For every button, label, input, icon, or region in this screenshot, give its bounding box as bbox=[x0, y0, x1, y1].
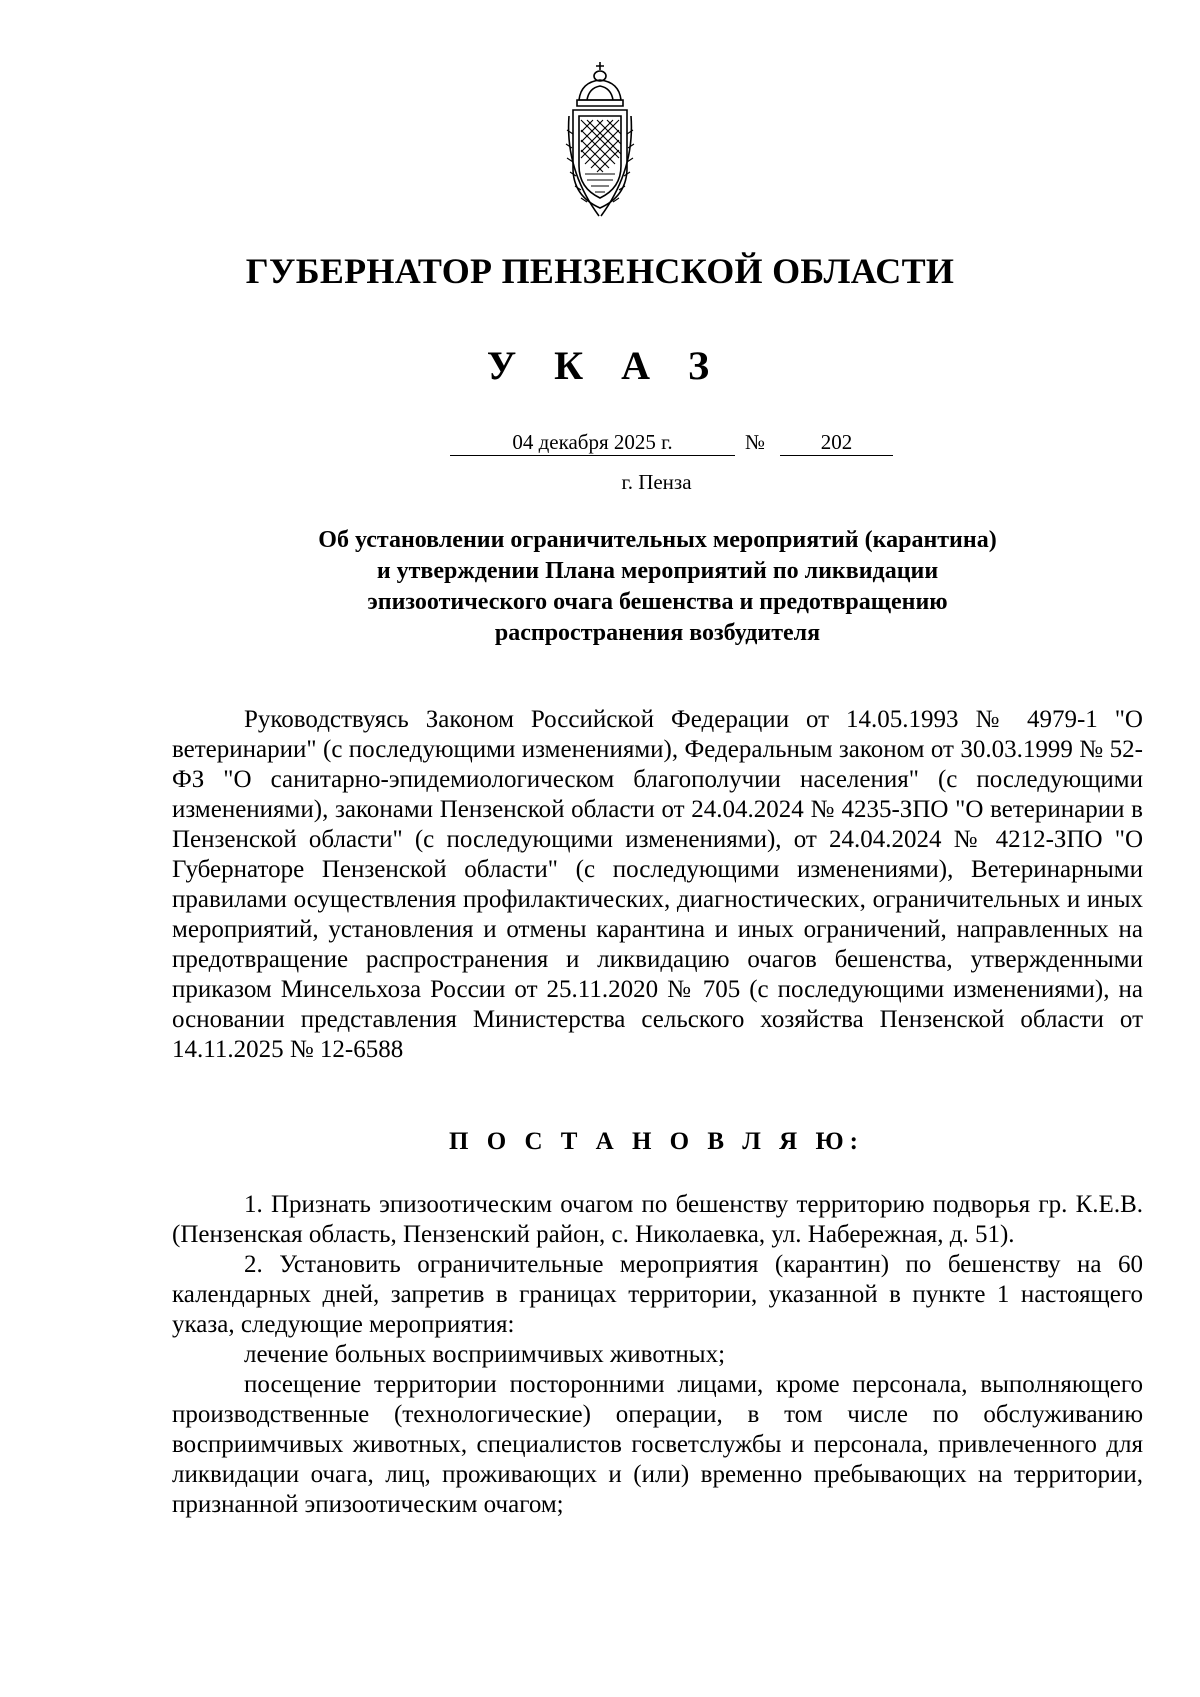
document-number: 202 bbox=[780, 430, 893, 456]
resolve-heading: П О С Т А Н О В Л Я Ю: bbox=[449, 1128, 864, 1155]
decree-item: 1. Признать эпизоотическим очагом по бешенству территорию подворья гр. К.Е.В. (Пензенская область, Пензенский район, с. Николаевка, ул. Набережная, д. 51). bbox=[172, 1191, 1143, 1248]
document-city: г. Пенза bbox=[621, 470, 692, 494]
decree-item: 2. Установить ограничительные мероприятия (карантин) по бешенству на 60 календарных дней, запретив в границах территории, указанной в пункте 1 настоящего указа, следующие мероприятия: bbox=[172, 1251, 1143, 1338]
document-date: 04 декабря 2025 г. bbox=[450, 430, 735, 456]
decree-item: лечение больных восприимчивых животных; bbox=[244, 1341, 726, 1368]
subject-line: Об установлении ограничительных мероприятий (карантина) bbox=[318, 527, 997, 553]
decree-items bbox=[172, 1190, 1143, 1520]
decree-item: посещение территории посторонними лицами, кроме персонала, выполняющего производственные (технологические) операции, в том числе по обслуживанию восприимчивых животных, специалистов госветслужбы и персонала, привлеченного для ликвидации очага, лиц, проживающих и (или) временно пребывающих на территории, признанной эпизоотическим очагом; bbox=[172, 1371, 1143, 1518]
number-label: № bbox=[745, 430, 766, 454]
subject-line: распространения возбудителя bbox=[494, 620, 821, 646]
subject-line: эпизоотического очага бешенства и предотвращению bbox=[367, 589, 948, 615]
subject-line: и утверждении Плана мероприятий по ликвидации bbox=[376, 558, 939, 584]
document-type: У К А З bbox=[486, 343, 724, 388]
organization-title: ГУБЕРНАТОР ПЕНЗЕНСКОЙ ОБЛАСТИ bbox=[245, 251, 955, 291]
document-subject bbox=[170, 525, 1145, 649]
preamble-paragraph: Руководствуясь Законом Российской Федерации от 14.05.1993 № 4979-1 "О ветеринарии" (с последующими изменениями), Федеральным законом от 30.03.1999 № 52-ФЗ "О санитарно-эпидемиологическом благополучии населения" (с последующими изменениями), законами Пензенской области от 24.04.2024 № 4235-ЗПО "О ветеринарии в Пензенской области" (с последующими изменениями), от 24.04.2024 № 4212-ЗПО "О Губернаторе Пензенской области" (с последующими изменениями), Ветеринарными правилами осуществления профилактических, диагностических, ограничительных и иных мероприятий, установления и отмены карантина и иных ограничений, направленных на предотвращение распространения и ликвидацию очагов бешенства, утвержденными приказом Минсельхоза России от 25.11.2020 № 705 (с последующими изменениями), на основании представления Министерства сельского хозяйства Пензенской области от 14.11.2025 № 12-6588 bbox=[172, 706, 1143, 1063]
coat-of-arms-icon bbox=[565, 60, 665, 220]
